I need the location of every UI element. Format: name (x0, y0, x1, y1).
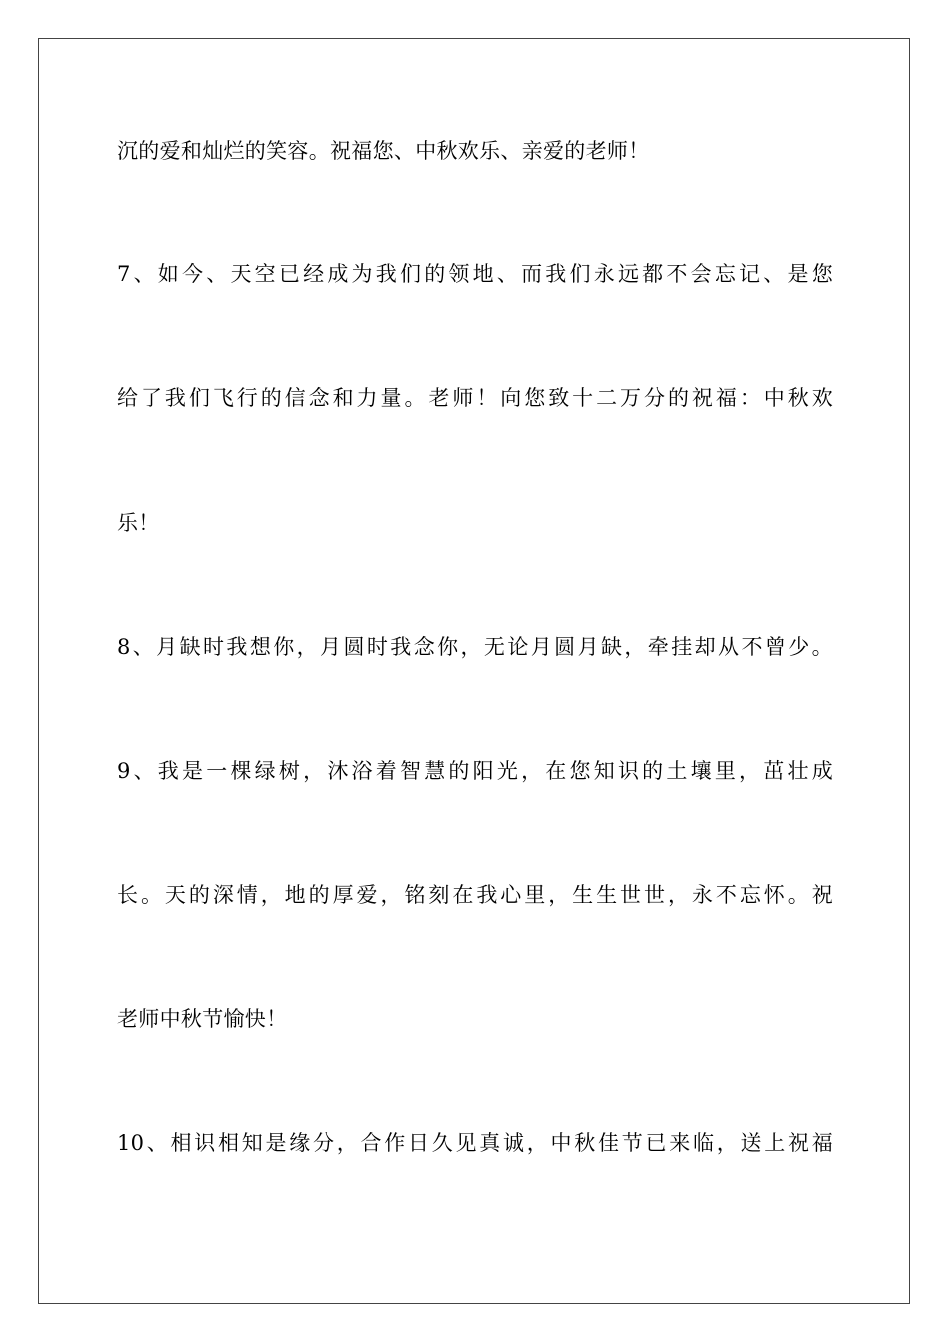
text-line: 给了我们飞行的信念和力量。老师！向您致十二万分的祝福：中秋欢 (117, 386, 833, 410)
page-frame (38, 38, 910, 1304)
text-line: 长。天的深情，地的厚爱，铭刻在我心里，生生世世，永不忘怀。祝 (117, 883, 833, 907)
text-line: 9、我是一棵绿树，沐浴着智慧的阳光，在您知识的土壤里，茁壮成 (117, 759, 833, 783)
text-line: 10、相识相知是缘分，合作日久见真诚，中秋佳节已来临，送上祝福 (117, 1131, 833, 1155)
text-line: 8、月缺时我想你，月圆时我念你，无论月圆月缺，牵挂却从不曾少。 (117, 635, 833, 659)
text-line: 老师中秋节愉快！ (117, 1007, 288, 1031)
text-line: 乐！ (117, 511, 160, 535)
text-line: 7、如今、天空已经成为我们的领地、而我们永远都不会忘记、是您 (117, 262, 833, 286)
text-line: 沉的爱和灿烂的笑容。祝福您、中秋欢乐、亲爱的老师！ (117, 139, 650, 163)
